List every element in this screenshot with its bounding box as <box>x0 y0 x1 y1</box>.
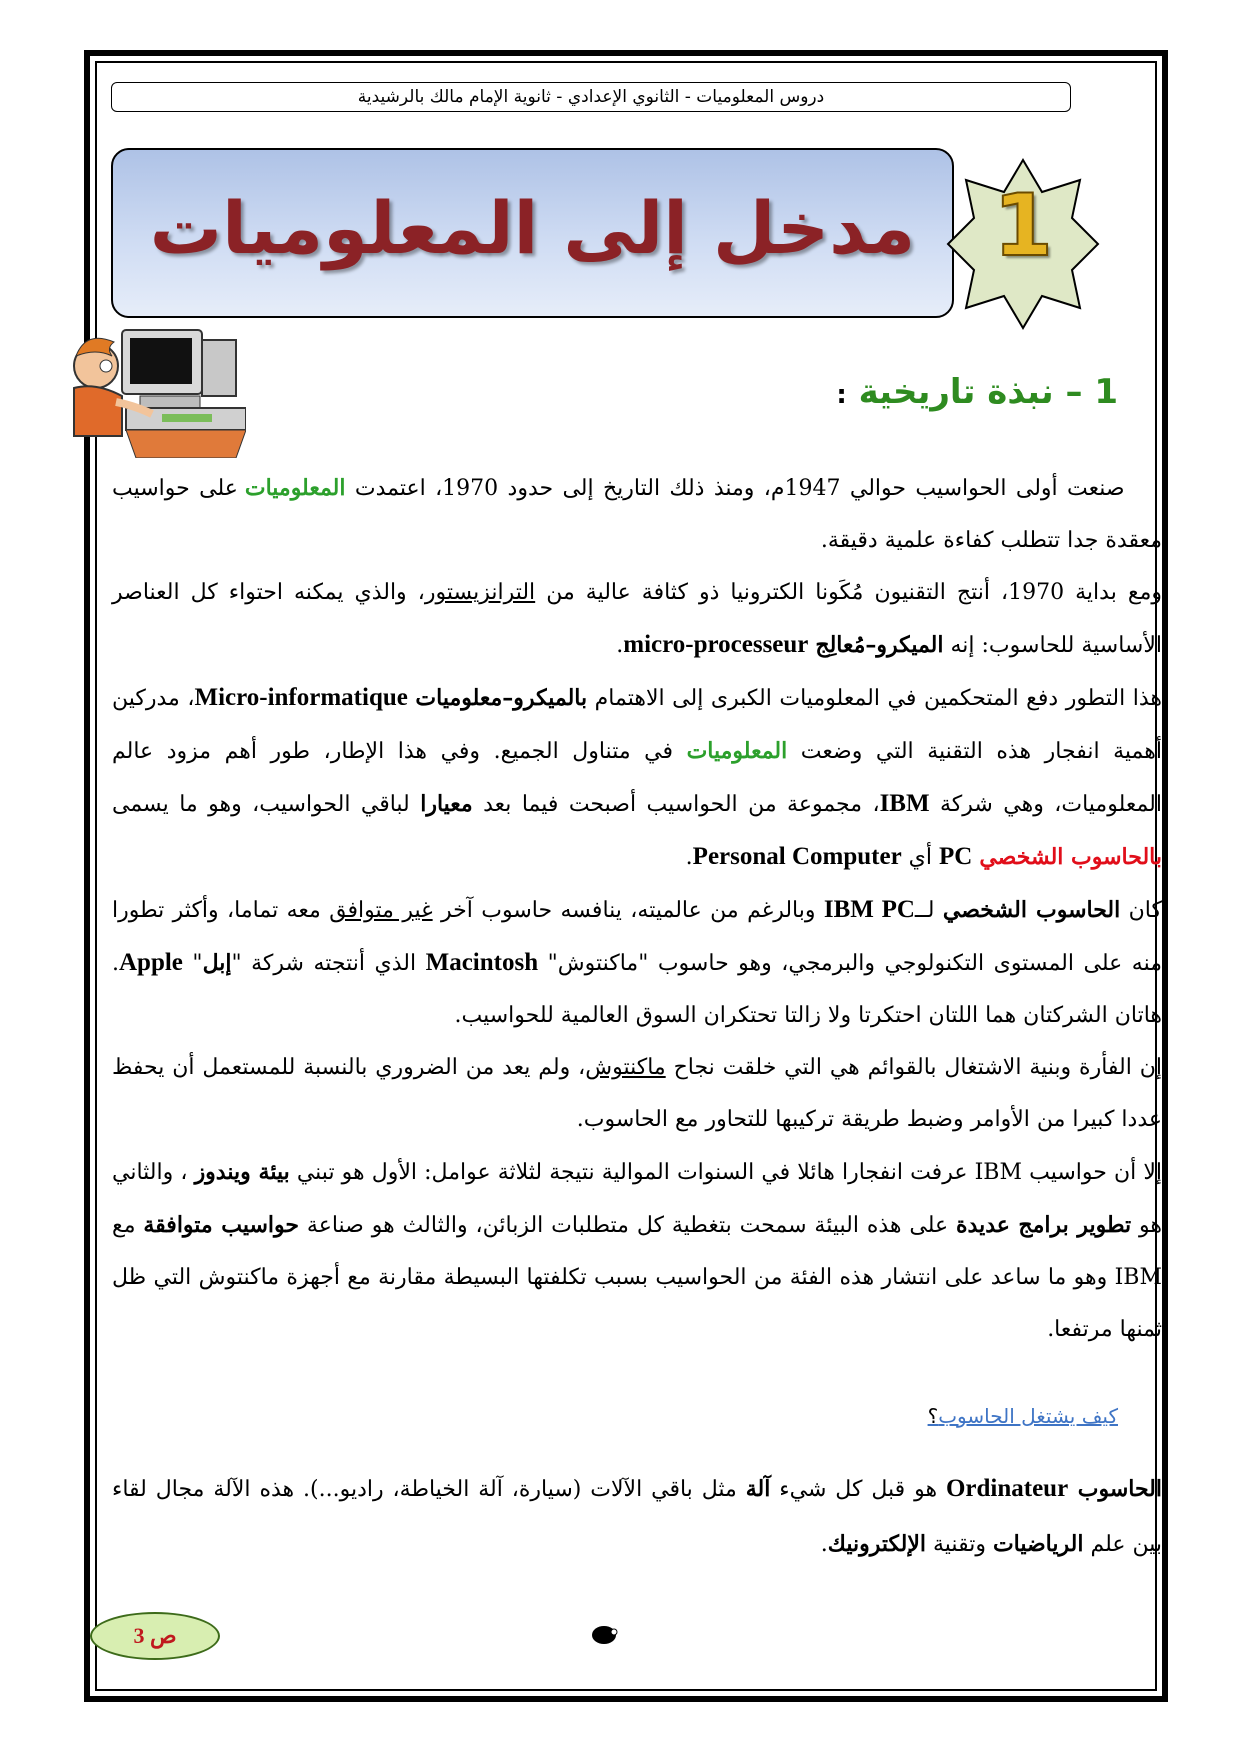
paragraph-5: إن الفأرة وبنية الاشتغال بالقوائم هي التي خلقت نجاح ماكنتوش، ولم يعد من الضروري بالنسبة للمستعمل أن يحفظ عددا كبيرا من الأوامر وضبط طريقة تركيبها للتحاور مع الحاسوب. <box>112 1055 1162 1132</box>
section-title-text: نبذة تاريخية <box>858 372 1054 412</box>
paragraph-3: هذا التطور دفع المتحكمين في المعلوميات الكبرى إلى الاهتمام بالميكرو–معلوميات Micro-informatique، مدركين أهمية انفجار هذه التقنية التي وضعت المعلوميات في متناول الجميع. وفي هذا الإطار، طور أهم مزود عالم المعلوميات، وهي شركة IBM، مجموعة من الحواسيب أصبحت فيما بعد معيارا لباقي الحواسيب، وهو ما يسمى بالحاسوب الشخصي PC أي Personal Computer. <box>112 684 1162 870</box>
chapter-number: 1 <box>993 176 1053 276</box>
page-title: مدخل إلى المعلوميات <box>149 186 916 270</box>
paragraph-4: كان الحاسوب الشخصي لــIBM PC وبالرغم من عالميته، ينافسه حاسوب آخر غير متوافق معه تماما، وأكثر تطورا منه على المستوى التكنولوجي والبرمجي، وهو حاسوب "ماكنتوش" Macintosh الذي أنتجته شركة "إبل" Apple. هاتان الشركتان هما اللتان احتكرتا ولا زالتا تحتكران السوق العالمية للحواسيب. <box>112 896 1162 1028</box>
computer-definition-body <box>112 1462 1162 1572</box>
page-number-badge <box>90 1612 220 1660</box>
paragraph-1: صنعت أولى الحواسيب حوالي 1947م، ومنذ ذلك التاريخ إلى حدود 1970، اعتمدت المعلوميات على حواسيب معقدة جدا تتطلب كفاءة علمية دقيقة. <box>112 475 1162 553</box>
paragraph-2: ومع بداية 1970، أنتج التقنيون مُكَونا الكترونيا ذو كثافة عالية من الترانزيستور، والذي يمكنه احتواء كل العناصر الأساسية للحاسوب: إنه الميكرو–مُعالِج micro-processeur. <box>112 580 1162 658</box>
footer-ornament-icon <box>590 1624 620 1646</box>
paragraph-6: إلا أن حواسيب IBM عرفت انفجارا هائلا في السنوات الموالية نتيجة لثلاثة عوامل: الأول هو تبني بيئة ويندوز ، والثاني هو تطوير برامج عديدة على هذه البيئة سمحت بتغطية كل متطلبات الزبائن، والثالث هو صناعة حواسيب متوافقة مع IBM وهو ما ساعد على انتشار هذه الفئة من الحواسيب بسبب تكلفتها البسيطة مقارنة مع أجهزة ماكنتوش التي ظل ثمنها مرتفعا. <box>112 1159 1162 1342</box>
computer-user-clipart <box>66 326 246 458</box>
page-number: ص 3 <box>133 1623 177 1648</box>
section-title: 1 – نبذة تاريخية : <box>836 372 1118 412</box>
header-text: دروس المعلوميات - الثانوي الإعدادي - ثانوية الإمام مالك بالرشيدية <box>357 87 825 107</box>
page-header <box>111 82 1071 112</box>
paragraph-7: الحاسوب Ordinateur هو قبل كل شيء آلة مثل باقي الآلات (سيارة، آلة الخياطة، راديو...). هذه الآلة مجال لقاء بين علم الرياضيات وتقنية الإلكترونيك. <box>112 1475 1162 1557</box>
title-banner <box>111 148 954 318</box>
how-computer-works-heading: كيف يشتغل الحاسوب؟ <box>927 1404 1118 1428</box>
history-body <box>112 462 1162 1356</box>
